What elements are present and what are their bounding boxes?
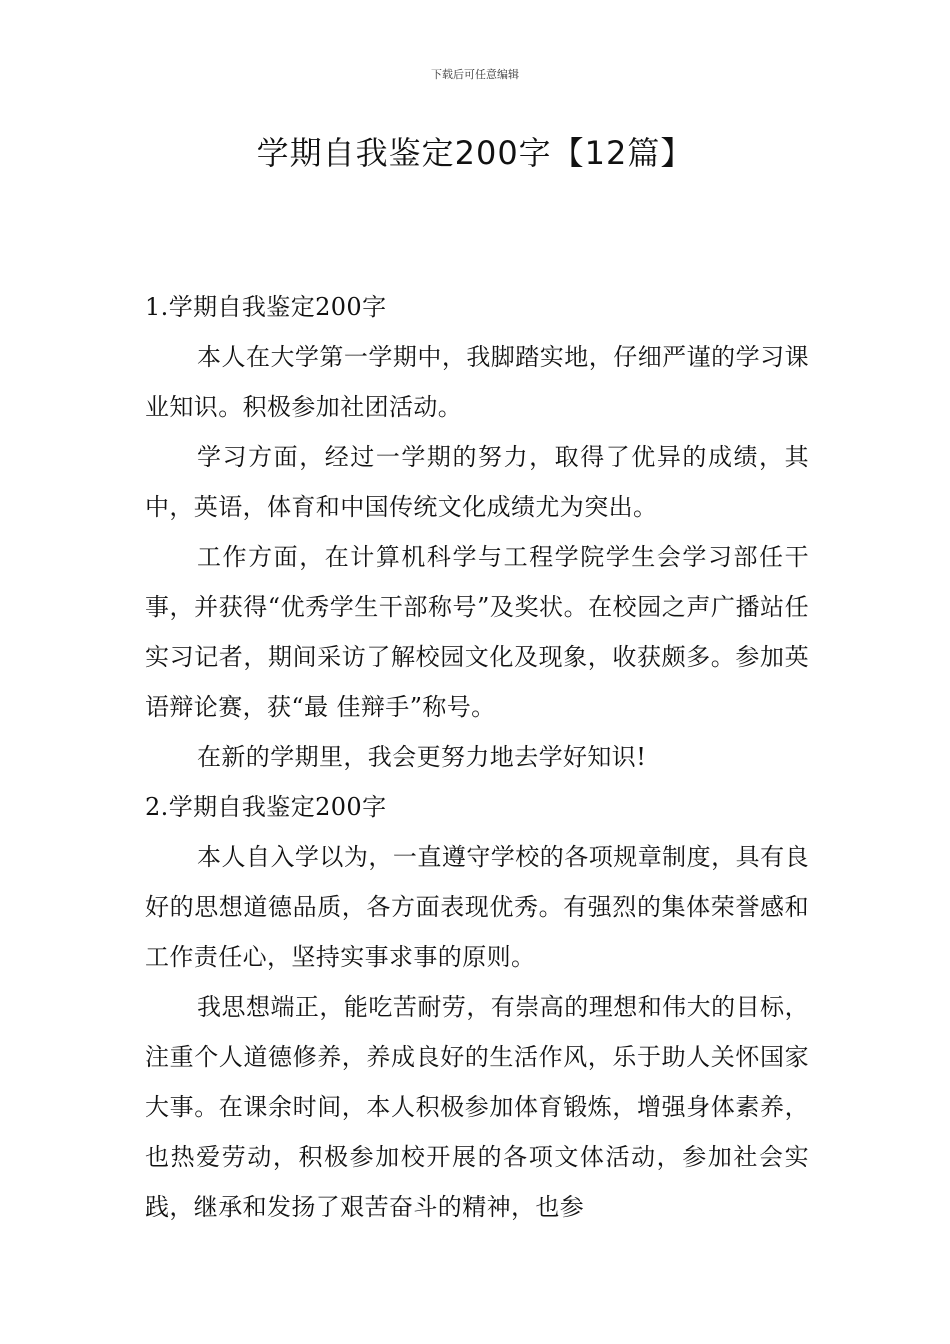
page-title: 学期自我鉴定200字【12篇】 xyxy=(256,134,694,172)
paragraph: 我思想端正，能吃苦耐劳，有崇高的理想和伟大的目标，注重个人道德修养，养成良好的生活作风，乐于助人关怀国家大事。在课余时间，本人积极参加体育锻炼，增强身体素养，也热爱劳动，积极参加校开展的各项文体活动，参加社会实践，继承和发扬了艰苦奋斗的精神，也参 xyxy=(145,993,809,1221)
paragraph: 学习方面，经过一学期的努力，取得了优异的成绩，其中，英语，体育和中国传统文化成绩尤为突出。 xyxy=(145,443,809,521)
paragraph: 在新的学期里，我会更努力地去学好知识! xyxy=(197,743,647,771)
paragraph: 工作方面，在计算机科学与工程学院学生会学习部任干事，并获得“优秀学生干部称号”及奖状。在校园之声广播站任实习记者，期间采访了解校园文化及现象，收获颇多。参加英语辩论赛，获“最 佳辩手”称号。 xyxy=(145,543,809,721)
paragraph: 本人自入学以为，一直遵守学校的各项规章制度，具有良好的思想道德品质，各方面表现优秀。有强烈的集体荣誉感和工作责任心，坚持实事求事的原则。 xyxy=(145,843,809,971)
section-heading: 2.学期自我鉴定200字 xyxy=(145,793,387,821)
paragraph: 本人在大学第一学期中，我脚踏实地，仔细严谨的学习课业知识。积极参加社团活动。 xyxy=(145,343,809,421)
section-heading: 1.学期自我鉴定200字 xyxy=(145,293,387,321)
document-body xyxy=(145,282,809,1232)
header-note: 下载后可任意编辑 xyxy=(431,68,519,81)
